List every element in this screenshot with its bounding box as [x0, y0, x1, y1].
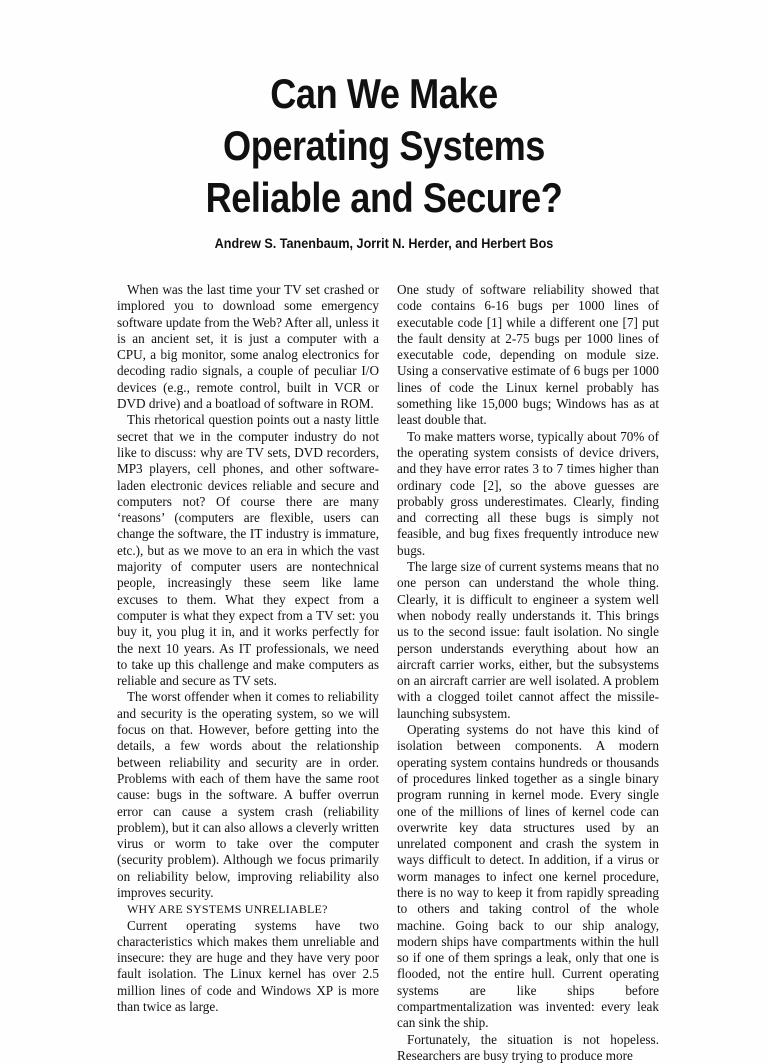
paragraph: When was the last time your TV set crashed or implored you to download some emergency software update from the Web? After all, unless it is an ancient set, it is just a computer with a CPU, a big monitor, some analog electronics for decoding radio signals, a couple of peculiar I/O devices (e.g., remote control, built in VCR or DVD drive) and a boatload of software in ROM.	[117, 282, 379, 412]
paragraph: The worst offender when it comes to reliability and security is the operating system, so we will focus on that. However, before getting into the details, a few words about the relationship between reliability and security are in order. Problems with each of them have the same root cause: bugs in the software. A buffer overrun error can cause a system crash (reliability problem), but it can also allows a cleverly written virus or worm to take over the computer (security problem). Although we focus primarily on reliability below, improving reliability also improves security.	[117, 689, 379, 900]
title-line-3: Reliable and Secure?	[205, 174, 563, 221]
author-list: Andrew S. Tanenbaum, Jorrit N. Herder, and Herbert Bos	[214, 235, 554, 251]
article-title	[54, 68, 714, 224]
paragraph: One study of software reliability showed that code contains 6-16 bugs per 1000 lines of executable code [1] while a different one [7] put the fault density at 2-75 bugs per 1000 lines of executable code, depending on module size. Using a conservative estimate of 6 bugs per 1000 lines of code the Linux kernel probably has something like 15,000 bugs; Windows has as at least double that.	[397, 282, 659, 428]
title-line-1: Can We Make	[270, 70, 498, 117]
left-column	[117, 282, 379, 1015]
paragraph: Fortunately, the situation is not hopeless. Researchers are busy trying to produce more	[397, 1031, 659, 1063]
paragraph: Current operating systems have two characteristics which makes them unreliable and insecure: they are huge and they have very poor fault isolation. The Linux kernel has over 2.5 million lines of code and Windows XP is more than twice as large.	[117, 917, 379, 1015]
paragraph: To make matters worse, typically about 70% of the operating system consists of device drivers, and they have error rates 3 to 7 times higher than ordinary code [2], so the above guesses are probably gross underestimates. Clearly, finding and correcting all these bugs is simply not feasible, and bug fixes frequently introduce new bugs.	[397, 428, 659, 558]
paragraph: The large size of current systems means that no one person can understand the whole thing. Clearly, it is difficult to engineer a system well when nobody really understands it. This brings us to the second issue: fault isolation. No single person understands everything about how an aircraft carrier works, either, but the subsystems on an aircraft carrier are well isolated. A problem with a clogged toilet cannot affect the missile-launching subsystem.	[397, 559, 659, 721]
title-line-2: Operating Systems	[223, 122, 545, 169]
paragraph: Operating systems do not have this kind of isolation between components. A modern operating system contains hundreds or thousands of procedures linked together as a single binary program running in kernel mode. Every single one of the millions of lines of kernel code can overwrite key data structures used by an unrelated component and crash the system in ways difficult to detect. In addition, if a virus or worm manages to infect one kernel procedure, there is no way to keep it from rapidly spreading to others and taking control of the whole machine. Going back to our ship analogy, modern ships have compartments within the hull so if one of them springs a leak, only that one is flooded, not the entire hull. Current operating systems are like ships before compartmentalization was invented: every leak can sink the ship.	[397, 722, 659, 1031]
right-column	[397, 282, 659, 1064]
paragraph: This rhetorical question points out a nasty little secret that we in the computer industry do not like to discuss: why are TV sets, DVD recorders, MP3 players, cell phones, and other software-laden electronic devices reliable and secure and computers not? Of course there are many ‘reasons’ (computers are flexible, users can change the software, the IT industry is immature, etc.), but as we move to an era in which the vast majority of computer users are nontechnical people, increasingly these seem like lame excuses to them. What they expect from a computer is what they expect from a TV set: you buy it, you plug it in, and it works perfectly for the next 10 years. As IT professionals, we need to take up this challenge and make computers as reliable and secure as TV sets.	[117, 412, 379, 689]
section-heading: WHY ARE SYSTEMS UNRELIABLE?	[127, 902, 328, 917]
